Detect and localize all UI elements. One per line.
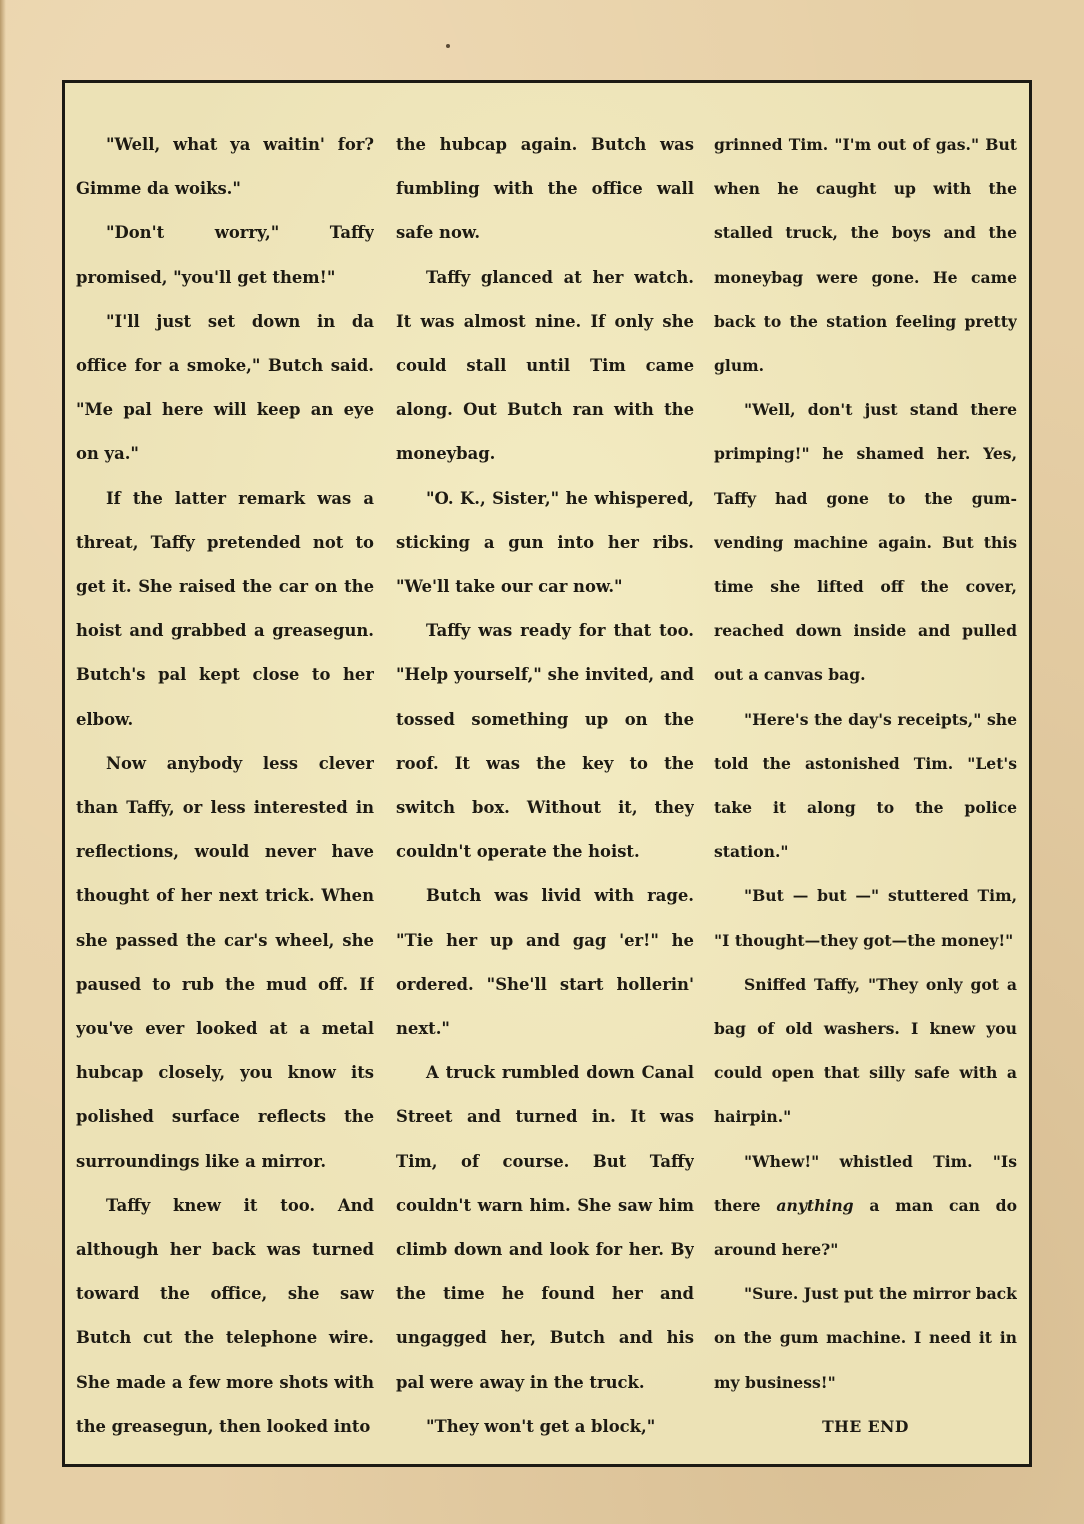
text-column-2 bbox=[396, 123, 694, 1458]
paragraph: Butch was livid with rage. "Tie her up and gag 'er!" he ordered. "She'll start hollerin' next." bbox=[396, 886, 694, 1039]
paragraph: Taffy glanced at her watch. It was almost nine. If only she could stall until Tim came along. Out Butch ran with the moneybag. bbox=[396, 267, 694, 464]
paragraph: "Sure. Just put the mirror back on the gum machine. I need it in my business!" bbox=[714, 1284, 1017, 1392]
paragraph: Taffy was ready for that too. "Help yourself," she invited, and tossed something up on the roof. It was the key to the switch box. Without it, they couldn't operate the hoist. bbox=[396, 621, 694, 862]
paragraph-continued: grinned Tim. "I'm out of gas." But when he caught up with the stalled truck, the boys and the moneybag were gone. He came back to the station feeling pretty glum. bbox=[714, 135, 1017, 376]
paragraph: If the latter remark was a threat, Taffy pretended not to get it. She raised the car on the hoist and grabbed a greasegun. Butch's pal kept close to her elbow. bbox=[76, 488, 374, 729]
paragraph: Sniffed Taffy, "They only got a bag of old washers. I knew you could open that silly safe with a hairpin." bbox=[714, 974, 1017, 1127]
text-column-1 bbox=[76, 123, 374, 1458]
paragraph: Taffy knew it too. And although her back was turned toward the office, she saw Butch cut the telephone wire. She made a few more shots with the greasegun, then looked into bbox=[76, 1195, 374, 1436]
paragraph: "Here's the day's receipts," she told the astonished Tim. "Let's take it along to the police station." bbox=[714, 709, 1017, 862]
text-run: a man can do around here?" bbox=[714, 1195, 1017, 1260]
page-edge-shadow bbox=[0, 0, 6, 1524]
paragraph-continued: the hubcap again. Butch was fumbling with the office wall safe now. bbox=[396, 135, 694, 243]
ink-speck bbox=[446, 44, 450, 48]
paragraph: "Well, don't just stand there primping!" he shamed her. Yes, Taffy had gone to the gum-vending machine again. But this time she lifted off the cover, reached down inside and pulled out a canvas bag. bbox=[714, 400, 1017, 685]
paragraph: "I'll just set down in da office for a smoke," Butch said. "Me pal here will keep an eye on ya." bbox=[76, 311, 374, 464]
paragraph: Now anybody less clever than Taffy, or less interested in reflections, would never have thought of her next trick. When she passed the car's wheel, she paused to rub the mud off. If you've ever looked at a metal hubcap closely, you know its polished surface reflects the surroundings like a mirror. bbox=[76, 753, 374, 1171]
paragraph: "But — but —" stuttered Tim, "I thought—they got—the money!" bbox=[714, 886, 1017, 950]
paragraph: A truck rumbled down Canal Street and turned in. It was Tim, of course. But Taffy couldn't warn him. She saw him climb down and look for her. By the time he found her and ungagged her, Butch and his pal were away in the truck. bbox=[396, 1063, 694, 1392]
emphasized-word: anything bbox=[776, 1195, 854, 1215]
paragraph: "Don't worry," Taffy promised, "you'll get them!" bbox=[76, 223, 374, 287]
text-run: "Whew!" whistled Tim. "Is there bbox=[714, 1151, 1017, 1215]
text-column-3 bbox=[714, 123, 1017, 1458]
paragraph-whew bbox=[714, 1140, 1017, 1273]
paragraph: "Well, what ya waitin' for? Gimme da woiks." bbox=[76, 135, 374, 199]
paragraph: "O. K., Sister," he whispered, sticking a gun into her ribs. "We'll take our car now." bbox=[396, 488, 694, 597]
paragraph: "They won't get a block," bbox=[426, 1416, 656, 1436]
the-end-mark: THE END bbox=[822, 1416, 909, 1436]
story-text-panel bbox=[62, 80, 1032, 1467]
